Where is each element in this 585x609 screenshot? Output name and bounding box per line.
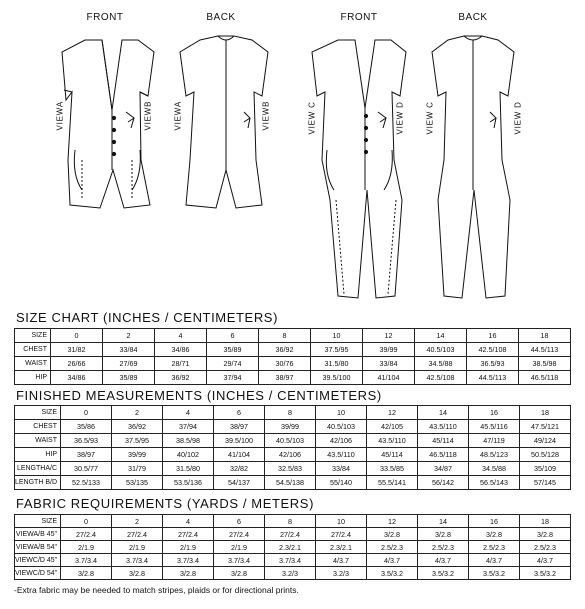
table-cell: 33.5/85 [367, 462, 418, 476]
table-cell: 37/94 [207, 371, 259, 385]
table-cell: 35/86 [61, 420, 112, 434]
table-cell: 2/1.9 [163, 541, 214, 554]
table-cell: 37/94 [163, 420, 214, 434]
table-cell: 38/97 [259, 371, 311, 385]
table-cell: 47/119 [469, 434, 520, 448]
front-label-short: FRONT [86, 12, 124, 23]
table-cell: 43.5/110 [418, 420, 469, 434]
table-cell: 34/87 [418, 462, 469, 476]
table-cell: 42.5/108 [467, 343, 519, 357]
table-cell: 3.5/3.2 [469, 567, 520, 580]
finished-measurements-table [14, 405, 571, 490]
table-cell: 27/2.4 [265, 528, 316, 541]
size-header-label: SIZE [15, 515, 61, 528]
table-cell: 32.5/83 [265, 462, 316, 476]
size-cell: 18 [520, 406, 571, 420]
fabric-requirements-title: FABRIC REQUIREMENTS (YARDS / METERS) [16, 496, 314, 511]
table-row [15, 434, 571, 448]
table-cell: 34.5/88 [415, 357, 467, 371]
table-cell: 3/2.8 [520, 528, 571, 541]
table-cell: 3/2.8 [214, 567, 265, 580]
size-header-label: SIZE [15, 406, 61, 420]
table-cell: 35/109 [520, 462, 571, 476]
table-cell: 55.5/141 [367, 476, 418, 490]
table-cell: 55/140 [316, 476, 367, 490]
table-cell: 37.5/95 [311, 343, 363, 357]
table-cell: 45.5/116 [469, 420, 520, 434]
table-cell: 3.2/3 [316, 567, 367, 580]
table-cell: 4/3.7 [316, 554, 367, 567]
table-cell: 40.5/103 [265, 434, 316, 448]
table-row [15, 554, 571, 567]
view-c-label-front: VIEW C [307, 101, 317, 135]
table-cell: 38/97 [61, 448, 112, 462]
table-cell: 3.7/3.4 [214, 554, 265, 567]
table-cell: 36.5/93 [467, 357, 519, 371]
size-cell: 8 [265, 406, 316, 420]
view-b-label-back: VIEWB [261, 100, 271, 131]
table-cell: 2.5/2.3 [367, 541, 418, 554]
table-row [15, 420, 571, 434]
row-label: WAIST [15, 357, 51, 371]
table-cell: 41/104 [214, 448, 265, 462]
table-cell: 48.5/123 [469, 448, 520, 462]
table-row [15, 357, 571, 371]
fabric-header-row [15, 515, 571, 528]
size-cell: 12 [367, 515, 418, 528]
row-label: VIEWA/B 45" [15, 528, 61, 541]
table-cell: 26/66 [51, 357, 103, 371]
size-cell: 18 [519, 329, 571, 343]
table-cell: 39/99 [112, 448, 163, 462]
table-cell: 3.5/3.2 [520, 567, 571, 580]
row-label: LENGTH B/D [15, 476, 61, 490]
table-cell: 2.3/2.1 [316, 541, 367, 554]
size-cell: 0 [61, 406, 112, 420]
row-label: VIEWC/D 45" [15, 554, 61, 567]
size-cell: 16 [469, 515, 520, 528]
table-cell: 38.5/98 [163, 434, 214, 448]
table-cell: 53.5/136 [163, 476, 214, 490]
table-cell: 40/102 [163, 448, 214, 462]
table-cell: 30.5/77 [61, 462, 112, 476]
table-row [15, 528, 571, 541]
table-row [15, 476, 571, 490]
view-d-label-front: VIEW D [395, 101, 405, 135]
size-cell: 6 [214, 515, 265, 528]
table-row [15, 448, 571, 462]
row-label: HIP [15, 371, 51, 385]
table-cell: 33/84 [316, 462, 367, 476]
size-cell: 2 [112, 406, 163, 420]
size-cell: 10 [316, 515, 367, 528]
size-chart-header-row [15, 329, 571, 343]
table-cell: 3/2.8 [112, 567, 163, 580]
size-cell: 14 [418, 515, 469, 528]
table-cell: 39.5/100 [214, 434, 265, 448]
footnote: -Extra fabric may be needed to match stripes, plaids or for directional prints. [14, 585, 299, 595]
size-cell: 10 [316, 406, 367, 420]
table-cell: 4/3.7 [469, 554, 520, 567]
table-cell: 27/2.4 [61, 528, 112, 541]
finished-measurements-title: FINISHED MEASUREMENTS (INCHES / CENTIMETERS) [16, 388, 382, 403]
table-cell: 52.5/133 [61, 476, 112, 490]
back-label-long: BACK [458, 12, 488, 23]
table-cell: 3/2.8 [418, 528, 469, 541]
table-cell: 3.2/3 [265, 567, 316, 580]
table-cell: 29/74 [207, 357, 259, 371]
view-a-label-back: VIEWA [173, 101, 183, 131]
table-cell: 44.5/113 [467, 371, 519, 385]
table-cell: 40.5/103 [316, 420, 367, 434]
table-cell: 36/92 [155, 371, 207, 385]
size-cell: 16 [469, 406, 520, 420]
table-cell: 3/2.8 [367, 528, 418, 541]
table-cell: 36/92 [259, 343, 311, 357]
size-cell: 0 [51, 329, 103, 343]
table-cell: 3.5/3.2 [418, 567, 469, 580]
size-cell: 12 [367, 406, 418, 420]
table-cell: 43.5/110 [316, 448, 367, 462]
size-cell: 4 [155, 329, 207, 343]
size-cell: 0 [61, 515, 112, 528]
table-cell: 35/89 [103, 371, 155, 385]
size-cell: 8 [259, 329, 311, 343]
table-cell: 45/114 [418, 434, 469, 448]
table-cell: 2.3/2.1 [265, 541, 316, 554]
row-label: VIEWC/D 54" [15, 567, 61, 580]
row-label: HIP [15, 448, 61, 462]
table-cell: 3.5/3.2 [367, 567, 418, 580]
table-cell: 42/106 [316, 434, 367, 448]
table-cell: 2.5/2.3 [418, 541, 469, 554]
fabric-requirements-table [14, 514, 571, 580]
view-c-label-back: VIEW C [425, 101, 435, 135]
table-cell: 54.5/138 [265, 476, 316, 490]
size-chart-table [14, 328, 571, 385]
front-label-long: FRONT [340, 12, 378, 23]
table-cell: 2.5/2.3 [469, 541, 520, 554]
table-cell: 33/84 [363, 357, 415, 371]
table-cell: 27/2.4 [214, 528, 265, 541]
table-cell: 28/71 [155, 357, 207, 371]
table-cell: 39/99 [265, 420, 316, 434]
view-a-label-front: VIEWA [55, 101, 65, 131]
table-cell: 2.5/2.3 [520, 541, 571, 554]
size-chart-title: SIZE CHART (INCHES / CENTIMETERS) [16, 310, 279, 325]
table-cell: 3.7/3.4 [61, 554, 112, 567]
size-cell: 8 [265, 515, 316, 528]
table-cell: 2/1.9 [112, 541, 163, 554]
size-cell: 14 [418, 406, 469, 420]
table-cell: 34.5/88 [469, 462, 520, 476]
table-cell: 49/124 [520, 434, 571, 448]
table-cell: 39.5/100 [311, 371, 363, 385]
table-cell: 4/3.7 [367, 554, 418, 567]
row-label: VIEWA/B 54" [15, 541, 61, 554]
table-cell: 42/105 [367, 420, 418, 434]
view-d-label-back: VIEW D [513, 101, 523, 135]
table-cell: 53/135 [112, 476, 163, 490]
table-cell: 4/3.7 [520, 554, 571, 567]
table-row [15, 371, 571, 385]
table-cell: 41/104 [363, 371, 415, 385]
table-cell: 3/2.8 [61, 567, 112, 580]
table-cell: 27/69 [103, 357, 155, 371]
back-label-short: BACK [206, 12, 236, 23]
table-cell: 3.7/3.4 [163, 554, 214, 567]
table-cell: 46.5/118 [418, 448, 469, 462]
table-cell: 38/97 [214, 420, 265, 434]
table-cell: 27/2.4 [316, 528, 367, 541]
table-cell: 31/82 [51, 343, 103, 357]
table-cell: 31.5/80 [163, 462, 214, 476]
table-cell: 36/92 [112, 420, 163, 434]
table-cell: 2/1.9 [61, 541, 112, 554]
size-cell: 18 [520, 515, 571, 528]
table-cell: 32/82 [214, 462, 265, 476]
table-row [15, 567, 571, 580]
table-cell: 31/79 [112, 462, 163, 476]
view-b-label-front: VIEWB [143, 100, 153, 131]
table-cell: 45/114 [367, 448, 418, 462]
table-cell: 47.5/121 [520, 420, 571, 434]
table-cell: 35/89 [207, 343, 259, 357]
table-row [15, 462, 571, 476]
size-cell: 14 [415, 329, 467, 343]
size-cell: 16 [467, 329, 519, 343]
table-cell: 56/142 [418, 476, 469, 490]
table-cell: 3.7/3.4 [112, 554, 163, 567]
table-cell: 44.5/113 [519, 343, 571, 357]
table-cell: 40.5/103 [415, 343, 467, 357]
table-cell: 3.7/3.4 [265, 554, 316, 567]
table-cell: 36.5/93 [61, 434, 112, 448]
table-cell: 2/1.9 [214, 541, 265, 554]
table-row [15, 541, 571, 554]
size-cell: 12 [363, 329, 415, 343]
table-cell: 54/137 [214, 476, 265, 490]
row-label: CHEST [15, 343, 51, 357]
row-label: CHEST [15, 420, 61, 434]
table-cell: 46.5/118 [519, 371, 571, 385]
size-cell: 10 [311, 329, 363, 343]
row-label: WAIST [15, 434, 61, 448]
table-cell: 38.5/98 [519, 357, 571, 371]
table-cell: 56.5/143 [469, 476, 520, 490]
finished-header-row [15, 406, 571, 420]
table-cell: 31.5/80 [311, 357, 363, 371]
table-cell: 42/106 [265, 448, 316, 462]
size-cell: 6 [207, 329, 259, 343]
table-cell: 27/2.4 [163, 528, 214, 541]
table-cell: 3/2.8 [163, 567, 214, 580]
size-cell: 4 [163, 515, 214, 528]
size-cell: 6 [214, 406, 265, 420]
table-cell: 50.5/128 [520, 448, 571, 462]
table-cell: 34/86 [155, 343, 207, 357]
table-cell: 34/86 [51, 371, 103, 385]
table-row [15, 343, 571, 357]
romper-front-illustration [0, 0, 585, 300]
table-cell: 43.5/110 [367, 434, 418, 448]
size-cell: 4 [163, 406, 214, 420]
row-label: LENGTHA/C [15, 462, 61, 476]
table-cell: 37.5/95 [112, 434, 163, 448]
table-cell: 30/76 [259, 357, 311, 371]
table-cell: 3/2.8 [469, 528, 520, 541]
table-cell: 42.5/108 [415, 371, 467, 385]
table-cell: 33/84 [103, 343, 155, 357]
table-cell: 4/3.7 [418, 554, 469, 567]
size-cell: 2 [103, 329, 155, 343]
table-cell: 57/145 [520, 476, 571, 490]
table-cell: 27/2.4 [112, 528, 163, 541]
table-cell: 39/99 [363, 343, 415, 357]
size-cell: 2 [112, 515, 163, 528]
size-header-label: SIZE [15, 329, 51, 343]
